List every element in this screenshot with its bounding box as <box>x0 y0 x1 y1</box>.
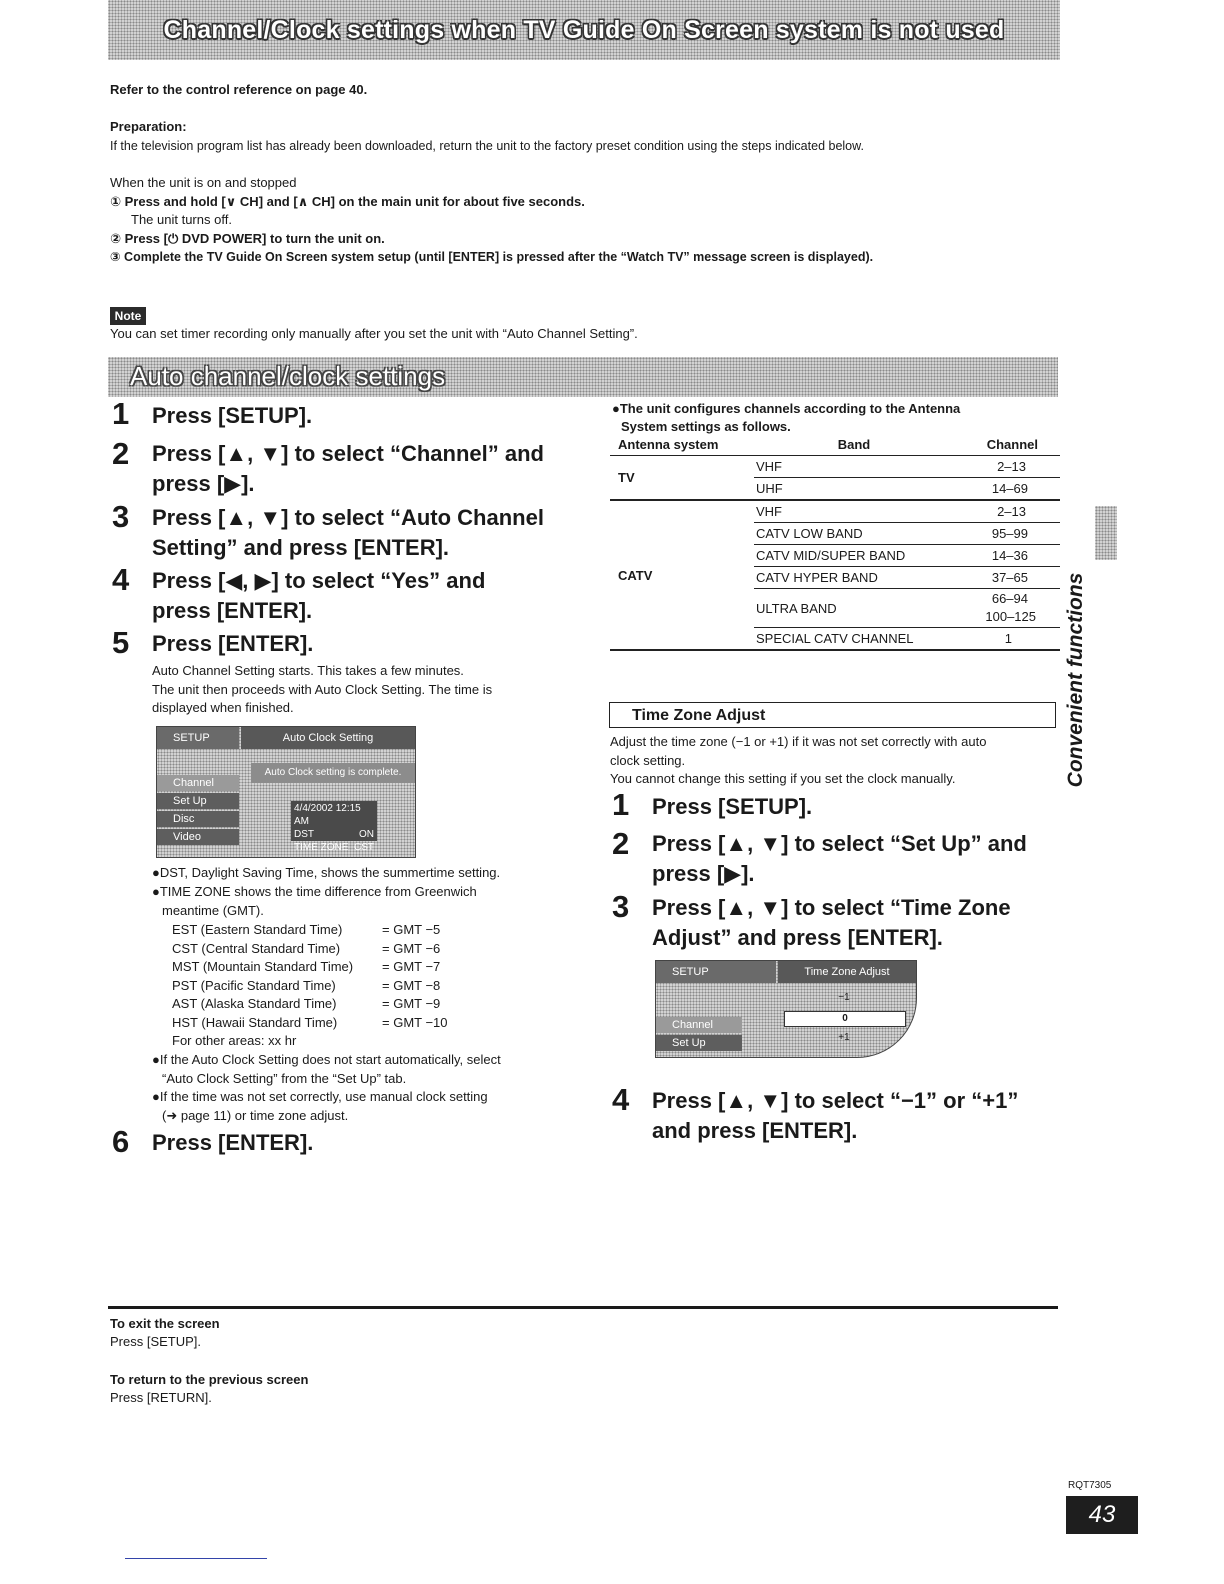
zone-row: CST (Central Standard Time) = GMT −6 <box>172 940 441 956</box>
step-number: 6 <box>112 1124 130 1159</box>
prep-step-2: ② Press [⏻ DVD POWER] to turn the unit on. <box>110 231 385 246</box>
antenna-intro-2: System settings as follows. <box>621 419 791 434</box>
option-minus-one: −1 <box>838 992 850 1003</box>
table-row: CATV VHF 2–13 <box>610 500 1060 523</box>
screen-message: Auto Clock setting is complete. <box>251 763 415 783</box>
option-zero: 0 <box>784 1011 906 1027</box>
tab-video: Video <box>157 829 239 845</box>
step-number: 4 <box>612 1082 630 1117</box>
step-number: 5 <box>112 625 130 660</box>
auto-clock-screen <box>156 726 416 858</box>
zone-row: EST (Eastern Standard Time) = GMT −5 <box>172 922 441 937</box>
other-areas: For other areas: xx hr <box>172 1033 297 1048</box>
time-zone-note-2: meantime (GMT). <box>162 903 264 918</box>
model-code: RQT7305 <box>1068 1480 1112 1491</box>
step-text: press [▶]. <box>652 861 755 886</box>
prep-step-1: ① Press and hold [∨ CH] and [∧ CH] on the main unit for about five seconds. <box>110 194 585 209</box>
prep-step-1-result: The unit turns off. <box>131 212 232 227</box>
step-number: 4 <box>112 562 130 597</box>
step-text: Press [▲, ▼] to select “Channel” and <box>152 441 544 466</box>
wrong-time-note-2: (➜ page 11) or time zone adjust. <box>162 1108 349 1123</box>
bottom-rule <box>125 1558 267 1559</box>
tab-disc: Disc <box>157 811 239 827</box>
tab-set-up: Set Up <box>656 1035 742 1051</box>
screen-title: Auto Clock Setting <box>241 727 415 749</box>
tz-desc-1: Adjust the time zone (−1 or +1) if it was not set correctly with auto <box>610 734 987 749</box>
table-row: SPECIAL CATV CHANNEL 1 <box>610 628 1060 651</box>
step-number: 2 <box>612 826 630 861</box>
step-text: Press [◀, ▶] to select “Yes” and <box>152 568 486 593</box>
table-row: ULTRA BAND 66–94 100–125 <box>610 589 1060 628</box>
note-badge: Note <box>110 307 146 325</box>
step-text: press [▶]. <box>152 471 255 496</box>
return-title: To return to the previous screen <box>110 1372 309 1387</box>
when-text: When the unit is on and stopped <box>110 175 297 190</box>
tab-set-up: Set Up <box>157 793 239 809</box>
tz-desc-3: You cannot change this setting if you set the clock manually. <box>610 771 956 786</box>
step-number: 3 <box>112 499 130 534</box>
step5-description: Auto Channel Setting starts. This takes a few minutes. The unit then proceeds with Auto Clock Setting. The time is displayed when finished. <box>152 663 493 715</box>
step-text: Press [▲, ▼] to select “Time Zone <box>652 895 1011 920</box>
table-row: UHF 14–69 <box>610 478 1060 501</box>
preparation-label: Preparation: <box>110 119 187 134</box>
prep-step-3: ③ Complete the TV Guide On Screen system setup (until [ENTER] is pressed after the “Watch TV” message screen is displayed). <box>110 250 874 264</box>
reference-text: Refer to the control reference on page 40. <box>110 82 368 97</box>
preparation-text: If the television program list has already been downloaded, return the unit to the factory preset condition using the steps indicated below. <box>110 139 864 153</box>
zone-row: AST (Alaska Standard Time) = GMT −9 <box>172 996 441 1011</box>
dst-value: ON <box>359 829 374 840</box>
exit-text: Press [SETUP]. <box>110 1334 202 1349</box>
step-text: Press [▲, ▼] to select “−1” or “+1” <box>652 1088 1019 1113</box>
antenna-table <box>610 434 1060 651</box>
table-row: CATV HYPER BAND 37–65 <box>610 567 1060 589</box>
screen-title: Time Zone Adjust <box>778 961 916 983</box>
time-zone-list <box>172 921 472 1051</box>
sidebar-label: Convenient functions <box>1064 572 1087 788</box>
auto-clock-note: ●If the Auto Clock Setting does not start automatically, select <box>152 1052 501 1067</box>
section-title: Auto channel/clock settings <box>130 361 446 391</box>
antenna-intro: ●The unit configures channels according to the Antenna <box>612 401 961 416</box>
sidebar-marker <box>1095 506 1117 560</box>
zone-row: PST (Pacific Standard Time) = GMT −8 <box>172 977 441 993</box>
tz-desc-2: clock setting. <box>610 753 686 768</box>
option-plus-one: +1 <box>838 1032 850 1043</box>
page-title: Channel/Clock settings when TV Guide On Screen system is not used <box>163 15 1005 44</box>
step-text: Press [▲, ▼] to select “Auto Channel <box>152 505 544 530</box>
step-text: Press [▲, ▼] to select “Set Up” and <box>652 831 1027 856</box>
tab-setup: SETUP <box>157 727 239 749</box>
auto-clock-note-2: “Auto Clock Setting” from the “Set Up” tab. <box>162 1071 407 1086</box>
page-header <box>108 0 1060 60</box>
exit-title: To exit the screen <box>110 1316 220 1331</box>
step-number: 3 <box>612 889 630 924</box>
time-zone-value: CST <box>354 842 374 853</box>
step-text: Press [ENTER]. <box>152 1130 314 1155</box>
clock-datetime: 4/4/2002 12:15 AM <box>294 803 361 827</box>
tab-setup: SETUP <box>656 961 776 983</box>
step-text: Press [ENTER]. <box>152 631 314 656</box>
table-row: TV VHF 2–13 <box>610 456 1060 478</box>
time-zone-adjust-title: Time Zone Adjust <box>609 702 1056 728</box>
dst-note: ●DST, Daylight Saving Time, shows the summertime setting. <box>152 865 501 880</box>
tab-channel: Channel <box>656 1017 742 1033</box>
clock-readout <box>291 801 377 853</box>
step-text: Setting” and press [ENTER]. <box>152 535 450 560</box>
zone-row: MST (Mountain Standard Time) = GMT −7 <box>172 959 441 974</box>
dst-label: DST <box>294 829 314 840</box>
step-text: Press [SETUP]. <box>152 403 313 428</box>
table-row: CATV MID/SUPER BAND 14–36 <box>610 545 1060 567</box>
table-header: Antenna system Band Channel <box>618 437 1038 452</box>
step-number: 2 <box>112 436 130 471</box>
time-zone-label: TIME ZONE <box>294 842 349 853</box>
note-text: You can set timer recording only manually after you set the unit with “Auto Channel Setting”. <box>110 326 638 341</box>
time-zone-note: ●TIME ZONE shows the time difference from Greenwich <box>152 884 477 899</box>
table-row: CATV LOW BAND 95–99 <box>610 523 1060 545</box>
wrong-time-note: ●If the time was not set correctly, use manual clock setting <box>152 1089 488 1104</box>
page-number: 43 <box>1066 1496 1138 1534</box>
step-text: Adjust” and press [ENTER]. <box>652 925 943 950</box>
footer-divider <box>108 1306 1058 1309</box>
zone-row: HST (Hawaii Standard Time) = GMT −10 <box>172 1014 448 1030</box>
tab-channel: Channel <box>157 775 239 791</box>
step-text: press [ENTER]. <box>152 598 313 623</box>
time-zone-screen <box>655 960 917 1058</box>
step-text: and press [ENTER]. <box>652 1118 858 1143</box>
return-text: Press [RETURN]. <box>110 1390 212 1405</box>
step-number: 1 <box>612 787 630 822</box>
step-text: Press [SETUP]. <box>652 794 813 819</box>
step-number: 1 <box>112 396 130 431</box>
